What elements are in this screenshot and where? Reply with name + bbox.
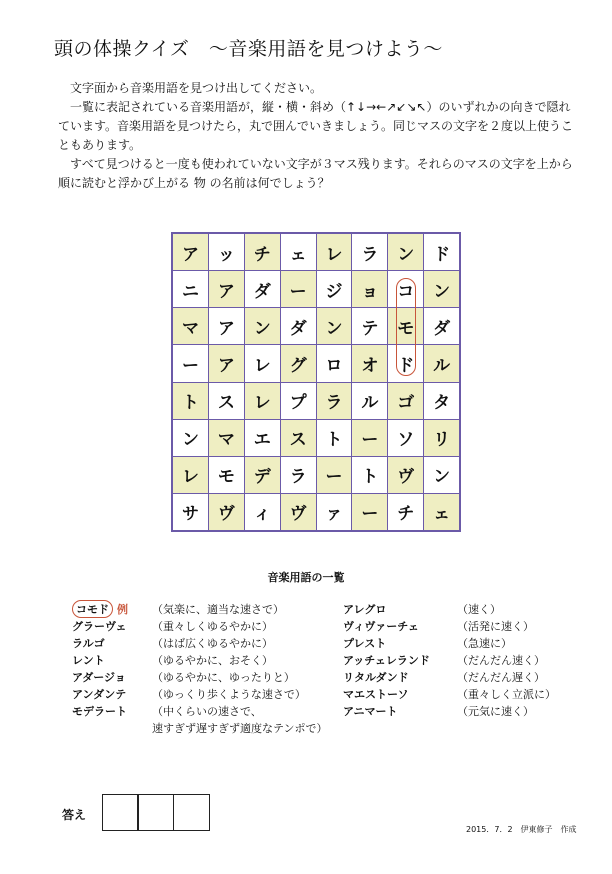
grid-cell[interactable]: ア [209,271,244,307]
instruction-line: 一覧に表記されている音楽用語が，縦・横・斜め（↑↓→←↗↙↘↖）のいずれかの向きで隠れています。音楽用語を見つけたら，丸で囲んでいきましょう。同じマスの文字を２度以上使うこともあります。 [58,100,574,152]
grid-cell[interactable]: ド [388,345,423,381]
term-name: グラーヴェ [72,619,127,633]
grid-cell[interactable]: ー [352,420,387,456]
grid-cell[interactable]: ェ [424,494,459,530]
term-name: ヴィヴァーチェ [343,619,419,633]
term-list-left [72,600,342,736]
grid-cell[interactable]: タ [424,383,459,419]
term-name: プレスト [343,636,387,650]
term-row [72,651,342,668]
grid-cell[interactable]: プ [281,383,316,419]
grid-cell[interactable]: ァ [317,494,352,530]
instruction-line: すべて見つけると一度も使われていない文字が３マス残ります。それらのマスの文字を上から順に読むと浮かび上がる 物 の名前は何でしょう？ [58,157,573,190]
grid-cell[interactable]: ダ [245,271,280,307]
answer-box[interactable] [102,794,139,831]
grid-cell[interactable]: ー [352,494,387,530]
grid-cell[interactable]: ッ [209,234,244,270]
grid-cell[interactable]: ョ [352,271,387,307]
grid-cell[interactable]: ス [281,420,316,456]
term-row [72,634,342,651]
grid-cell[interactable]: ン [424,457,459,493]
instruction-line: 文字面から音楽用語を見つけ出してください。 [70,81,323,95]
word-search-grid [171,232,461,532]
grid-cell[interactable]: ン [317,308,352,344]
grid-cell[interactable]: ア [209,345,244,381]
term-row [72,702,342,719]
term-row [343,651,563,668]
answer-label: 答え [62,808,87,822]
grid-cell[interactable]: ア [173,234,208,270]
term-row [72,600,342,617]
term-description: （ゆっくり歩くような速さで） [152,687,306,701]
grid-cell[interactable]: ン [388,234,423,270]
grid-cell[interactable]: ル [352,383,387,419]
grid-cell[interactable]: ド [424,234,459,270]
term-description: （だんだん速く） [457,653,545,667]
instructions [58,79,578,193]
term-name: アレグロ [343,602,387,616]
term-description: （だんだん遅く） [457,670,545,684]
grid-cell[interactable]: テ [352,308,387,344]
term-description: （重々しく立派に） [457,687,556,701]
term-name: アッチェレランド [343,653,430,667]
grid-cell[interactable]: ソ [388,420,423,456]
term-description: （気楽に、適当な速さで） [152,602,284,616]
credit: 2015．7．2 伊東修子 作成 [466,825,577,834]
grid-cell[interactable]: ス [209,383,244,419]
answer-box[interactable] [137,794,174,831]
grid-cell[interactable]: モ [209,457,244,493]
term-name [72,600,152,618]
answer-box[interactable] [173,794,210,831]
term-row [343,600,563,617]
term-name: リタルダンド [343,670,409,684]
grid-cell[interactable]: マ [209,420,244,456]
term-description: （急速に） [457,636,512,650]
grid-cell[interactable]: ヴ [209,494,244,530]
grid-cell[interactable]: ィ [245,494,280,530]
grid-cell[interactable]: ー [281,271,316,307]
term-row [343,668,563,685]
grid-cell[interactable]: レ [245,383,280,419]
grid-cell[interactable]: ゴ [388,383,423,419]
grid-cell[interactable]: ア [209,308,244,344]
term-name: ラルゴ [72,636,105,650]
term-row [343,617,563,634]
answer-boxes [103,794,210,831]
grid-cell[interactable]: ニ [173,271,208,307]
grid-cell[interactable]: ト [173,383,208,419]
term-description: （重々しくゆるやかに） [152,619,273,633]
term-description: （活発に速く） [457,619,534,633]
example-term: コモド [72,600,113,618]
term-row [343,685,563,702]
term-name: レント [72,653,105,667]
term-row [72,685,342,702]
example-circle [396,278,416,376]
grid-cell[interactable]: チ [245,234,280,270]
term-list-right [343,600,563,719]
term-row [72,668,342,685]
term-name: アンダンテ [72,687,127,701]
grid-cell[interactable]: ト [317,420,352,456]
grid-cell[interactable]: ラ [317,383,352,419]
grid-cell[interactable]: ル [424,345,459,381]
grid-cell[interactable]: ト [352,457,387,493]
grid-cell[interactable]: ェ [281,234,316,270]
grid-cell[interactable]: ダ [281,308,316,344]
grid-cell[interactable]: ジ [317,271,352,307]
term-name: アダージョ [72,670,126,684]
grid-cell[interactable]: サ [173,494,208,530]
grid-cell[interactable]: ン [245,308,280,344]
term-description: 速すぎず遅すぎず適度なテンポで） [152,721,328,735]
term-row [343,702,563,719]
grid-cell[interactable]: リ [424,420,459,456]
page-title: 頭の体操クイズ ～音楽用語を見つけよう～ [54,38,443,60]
grid-cell[interactable]: ラ [281,457,316,493]
grid-cell[interactable]: ン [173,420,208,456]
term-name: モデラート [72,704,127,718]
grid-cell[interactable]: ン [424,271,459,307]
term-description: （中くらいの速さで、 [152,704,262,718]
grid-cell[interactable]: レ [317,234,352,270]
term-row [72,617,342,634]
term-description: （はば広くゆるやかに） [152,636,273,650]
grid-cell[interactable]: レ [245,345,280,381]
term-row [343,634,563,651]
grid-cell[interactable]: ヴ [281,494,316,530]
term-description: （ゆるやかに、おそく） [152,653,273,667]
grid-cell[interactable]: グ [281,345,316,381]
example-label: 例 [117,602,128,616]
grid-cell[interactable]: ロ [317,345,352,381]
grid-cell[interactable]: ヴ [388,457,423,493]
grid-cell[interactable]: マ [173,308,208,344]
term-row [72,719,342,736]
grid-cell[interactable]: ー [317,457,352,493]
grid-cell[interactable]: エ [245,420,280,456]
grid-cell[interactable]: モ [388,308,423,344]
term-description: （元気に速く） [457,704,534,718]
grid-cell[interactable]: デ [245,457,280,493]
term-name: マエストーソ [343,687,409,701]
term-description: （速く） [457,602,501,616]
grid-cell[interactable]: ラ [352,234,387,270]
term-list-title: 音楽用語の一覧 [267,571,345,584]
grid-cell[interactable]: ー [173,345,208,381]
term-name: アニマート [343,704,398,718]
grid-cell[interactable]: チ [388,494,423,530]
grid-cell[interactable]: コ [388,271,423,307]
grid-cell[interactable]: レ [173,457,208,493]
grid-cell[interactable]: ダ [424,308,459,344]
grid-cell[interactable]: オ [352,345,387,381]
term-description: （ゆるやかに、ゆったりと） [152,670,295,684]
